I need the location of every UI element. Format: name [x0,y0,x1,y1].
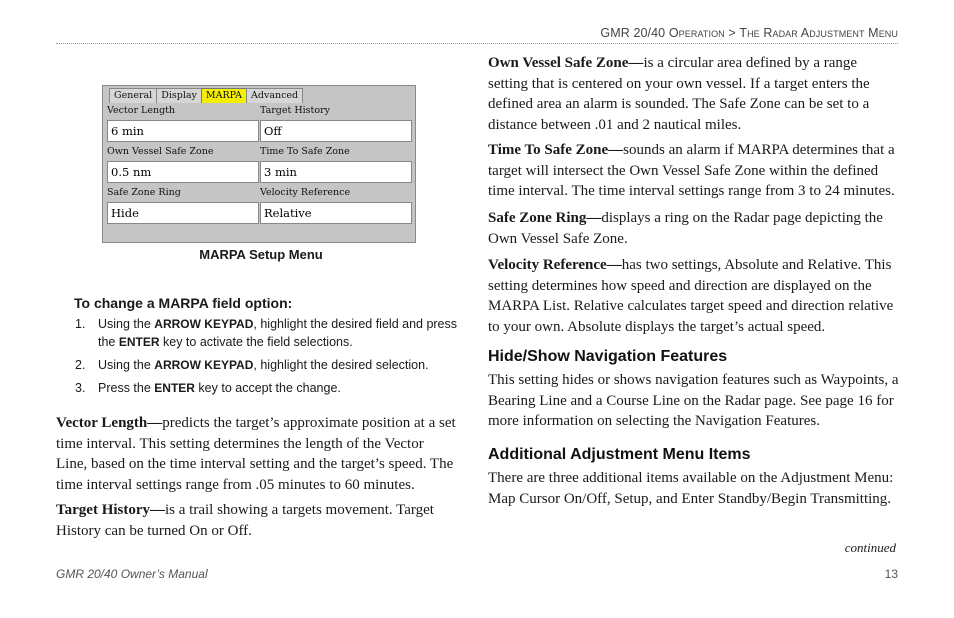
safe-zone-ring-paragraph: Safe Zone Ring—displays a ring on the Radar page depicting the Own Vessel Safe Zone. [488,210,883,247]
term: Safe Zone Ring— [488,210,602,226]
key-name: ARROW KEYPAD [154,317,254,331]
step-number: 1. [75,317,86,331]
velocity-reference-label: Velocity Reference [260,187,351,198]
vector-length-label: Vector Length [107,105,176,116]
procedure-title: To change a MARPA field option: [74,295,293,311]
key-name: ENTER [118,335,160,349]
own-vessel-safe-zone-field[interactable]: 0.5 nm [107,161,259,183]
procedure-steps [75,315,465,402]
navigation-features-paragraph: This setting hides or shows navigation features such as Waypoints, a Bearing Line and a Course Line on the Radar page. See page 16 for more information on selecting the Navigation Features. [488,372,899,429]
tab-bar [109,88,302,102]
figure-caption: MARPA Setup Menu [199,247,323,262]
header-divider [56,43,898,44]
term: Vector Length— [56,415,163,431]
key-name: ENTER [154,381,195,395]
tab-display[interactable]: Display [156,88,202,103]
tab-advanced[interactable]: Advanced [246,88,303,103]
velocity-reference-field[interactable]: Relative [260,202,412,224]
section-heading-navigation: Hide/Show Navigation Features [488,348,728,365]
tab-general[interactable]: General [109,88,157,103]
procedure-step [75,356,465,374]
term: Target History— [56,502,166,518]
term: Time To Safe Zone— [488,142,624,158]
header-product: GMR 20/40 [600,26,666,40]
procedure-step [75,315,465,351]
procedure-step [75,379,465,397]
step-number: 3. [75,381,86,395]
footer-manual-title: GMR 20/40 Owner’s Manual [56,567,208,581]
additional-items-paragraph: There are three additional items available on the Adjustment Menu: Map Cursor On/Off, Setup, and Enter Standby/Begin Transmitting. [488,470,894,507]
step-number: 2. [75,358,86,372]
step-text: Press the ENTER key to accept the change. [98,381,341,395]
term: Own Vessel Safe Zone— [488,55,644,71]
own-vessel-safe-zone-label: Own Vessel Safe Zone [107,146,214,157]
time-to-safe-zone-label: Time To Safe Zone [260,146,350,157]
velocity-reference-paragraph: Velocity Reference—has two settings, Absolute and Relative. This setting determines how speed and direction are displayed on the MARPA List. Relative calculates target speed and direction relative to your own. Absolute displays the target’s actual speed. [488,257,894,335]
vector-length-field[interactable]: 6 min [107,120,259,142]
footer-page-number: 13 [884,567,898,581]
key-name: ARROW KEYPAD [154,358,254,372]
continued-note: continued [844,540,896,555]
safe-zone-ring-field[interactable]: Hide [107,202,259,224]
safe-zone-ring-label: Safe Zone Ring [107,187,181,198]
running-header [600,26,898,40]
header-subsection: The Radar Adjustment Menu [739,26,898,40]
own-vessel-safe-zone-paragraph: Own Vessel Safe Zone—is a circular area defined by a range setting that is centered on your own vessel. If a target enters the defined area an alarm is sounded. The Safe Zone can be set to a distance between .01 and 2 nautical miles. [488,55,870,133]
tab-marpa[interactable]: MARPA [201,88,247,103]
time-to-safe-zone-field[interactable]: 3 min [260,161,412,183]
term: Velocity Reference— [488,257,622,273]
target-history-field[interactable]: Off [260,120,412,142]
header-section: Operation [668,26,725,40]
target-history-label: Target History [260,105,330,116]
target-history-paragraph: Target History—is a trail showing a targets movement. Target History can be turned On or Off. [56,502,434,539]
step-text: Using the ARROW KEYPAD, highlight the desired selection. [98,358,429,372]
vector-length-paragraph: Vector Length—predicts the target’s approximate position at a set time interval. This setting determines the length of the Vector Line, based on the time interval setting and the target’s speed. The time interval settings range from .05 minutes to 60 minutes. [56,415,456,493]
marpa-setup-screenshot [102,85,416,243]
header-separator: > [728,26,736,40]
section-heading-additional: Additional Adjustment Menu Items [488,446,751,463]
step-text: Using the ARROW KEYPAD, highlight the desired field and press the ENTER key to activate the field selections. [98,317,458,349]
time-to-safe-zone-paragraph: Time To Safe Zone—sounds an alarm if MARPA determines that a target will intersect the Own Vessel Safe Zone within the defined time interval. The time interval settings range from 3 to 24 minutes. [488,142,895,199]
